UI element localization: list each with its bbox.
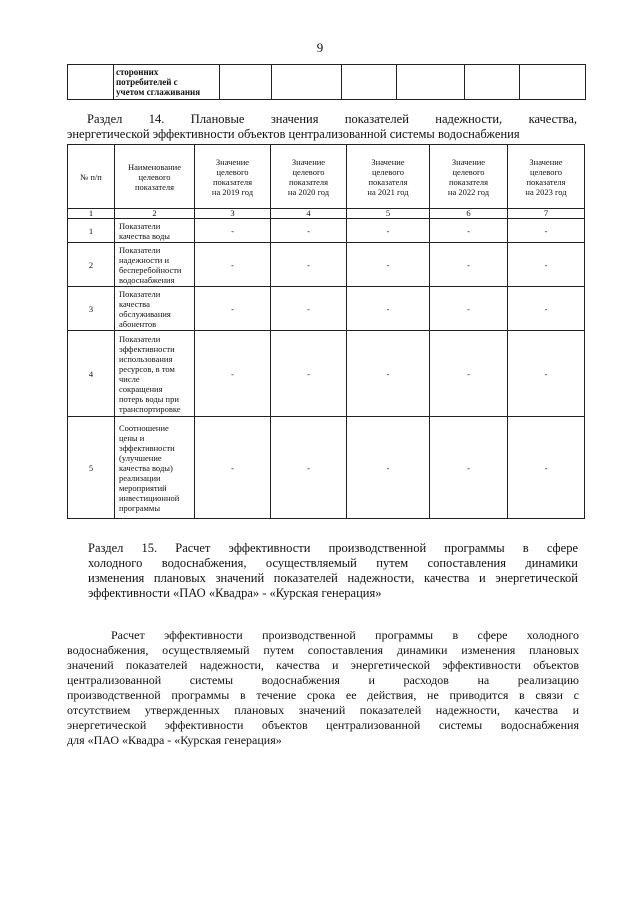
heading-line: эффективности «ПАО «Квадра» - «Курская генерация» [88,586,382,600]
paragraph-line: производственной программы в течение срока ее действия, не приводится в связи с [67,688,579,702]
heading-line: Раздел 15. Расчет эффективности производственной программы в сфере [88,541,578,555]
header-line: целевого [138,171,171,182]
continuation-table [67,64,586,100]
column-number: 3 [195,209,271,219]
value-cell: - [195,219,271,243]
row-number: 5 [68,417,115,519]
table-cell [465,65,520,100]
name-line: надежности и [119,254,170,265]
table-row [68,219,585,243]
table-cell [397,65,465,100]
header-line: Значение [451,156,486,167]
name-line: Показатели [119,244,161,255]
value-cell: - [347,331,430,417]
header-cell-2020 [271,145,347,209]
row-number: 3 [68,287,115,331]
header-line: на 2021 год [367,186,409,197]
value-cell: - [508,287,585,331]
column-numbers-row [68,209,585,219]
indicator-name [115,331,195,417]
indicator-name [115,219,195,243]
table-cell [68,65,114,100]
value-cell: - [271,331,347,417]
column-number: 2 [115,209,195,219]
header-line: показателя [526,176,566,187]
header-line: на 2019 год [211,186,254,197]
table-cell [114,65,220,100]
value-cell: - [195,243,271,287]
name-line: потерь воды при [119,393,179,404]
name-line: обслуживания [119,308,171,319]
heading-line: изменения плановых значений показателей надежности, качества и энергетической [88,571,578,585]
name-line: мероприятий [119,482,167,493]
name-line: Показатели [119,333,161,344]
heading-word: Раздел [87,112,123,126]
table-row [68,243,585,287]
header-line: на 2023 год [525,186,567,197]
name-line: эффективности [119,442,175,453]
column-number: 1 [68,209,115,219]
value-cell: - [430,219,508,243]
name-line: Соотношение [119,422,169,433]
header-cell-name [115,145,195,209]
name-line: программы [119,502,161,513]
table-cell [520,65,586,100]
row-number: 2 [68,243,115,287]
heading-word: значения [270,112,319,126]
header-line: целевого [292,166,325,177]
name-line: инвестиционной [119,492,180,503]
value-cell: - [195,287,271,331]
name-line: реализации [119,472,161,483]
cell-line: учетом сглаживания [116,87,201,97]
paragraph-line: для «ПАО «Квадра - «Курская генерация» [67,733,282,747]
body-paragraph [67,628,579,748]
paragraph-line: отсутствием утвержденных плановых значений показателей надежности, качества и [67,703,579,717]
header-cell-num [68,145,115,209]
value-cell: - [508,331,585,417]
header-line: на 2020 год [287,186,330,197]
indicator-name [115,287,195,331]
header-line: показателя [288,176,329,187]
header-line: № п/п [80,171,102,182]
name-line: Показатели [119,288,161,299]
column-number: 7 [508,209,585,219]
paragraph-line: значений показателей надежности, качества и энергетической эффективности объектов [67,658,579,672]
value-cell: - [430,243,508,287]
value-cell: - [347,219,430,243]
header-cell-2021 [347,145,430,209]
header-line: Значение [215,156,250,167]
name-line: эффективности [119,343,175,354]
header-line: целевого [216,166,249,177]
value-cell: - [195,331,271,417]
value-cell: - [347,287,430,331]
name-line: числе [119,373,140,384]
header-line: показателя [448,176,489,187]
name-line: качества воды [119,230,170,241]
table-cell [220,65,272,100]
section14-heading-line2: энергетической эффективности объектов централизованной системы водоснабжения [67,127,520,141]
heading-word: качества, [528,112,578,126]
header-line: показателя [134,181,175,192]
header-cell-2023 [508,145,585,209]
value-cell: - [271,243,347,287]
indicator-name [115,417,195,519]
header-line: на 2022 год [447,186,490,197]
header-cell-2019 [195,145,271,209]
value-cell: - [430,331,508,417]
name-line: (улучшение [119,452,162,463]
table-header-row [68,145,585,209]
name-line: Показатели [119,220,161,231]
value-cell: - [195,417,271,519]
table-cell [272,65,342,100]
header-line: показателя [212,176,253,187]
header-line: Значение [371,156,405,167]
paragraph-line: централизованной системы водоснабжения и расходов на реализацию [67,673,579,687]
value-cell: - [430,417,508,519]
target-indicators-table [67,144,585,519]
page-number: 9 [316,40,324,55]
name-line: цены и [119,432,145,443]
heading-line: холодного водоснабжения, осуществляемый путем сопоставления динамики [88,556,578,570]
header-line: Наименование [128,161,181,172]
table-row [68,287,585,331]
row-number: 4 [68,331,115,417]
value-cell: - [271,287,347,331]
cell-line: сторонних [116,67,159,77]
column-number: 5 [347,209,430,219]
name-line: использования [119,353,173,364]
header-line: Значение [291,156,326,167]
header-line: целевого [452,166,485,177]
paragraph-line: Расчет эффективности производственной программы в сфере холодного [111,628,579,642]
value-cell: - [508,243,585,287]
header-cell-2022 [430,145,508,209]
header-line: показателя [368,176,408,187]
header-line: Значение [529,156,563,167]
name-line: качества воды) [119,462,173,473]
name-line: абонентов [119,318,157,329]
value-cell: - [347,417,430,519]
value-cell: - [271,417,347,519]
paragraph-line: водоснабжения, осуществляемый путем сопоставления динамики изменения плановых [67,643,579,657]
heading-word: Плановые [190,112,245,126]
column-number: 6 [430,209,508,219]
name-line: качества [119,298,150,309]
section15-heading [88,541,578,601]
value-cell: - [430,287,508,331]
table-row [68,417,585,519]
heading-word: надежности, [435,112,503,126]
table-cell [342,65,397,100]
table-row [68,331,585,417]
name-line: транспортировке [119,403,181,414]
heading-word: 14. [148,112,165,126]
value-cell: - [271,219,347,243]
column-number: 4 [271,209,347,219]
cell-line: потребителей с [116,77,178,87]
value-cell: - [508,417,585,519]
value-cell: - [347,243,430,287]
name-line: бесперебойности [119,264,182,275]
section14-heading-line1 [87,112,577,127]
name-line: сокращения [119,383,163,394]
name-line: ресурсов, в том [119,363,175,374]
header-line: целевого [529,166,563,177]
table-row [68,65,586,100]
row-number: 1 [68,219,115,243]
paragraph-line: энергетической эффективности объектов централизованной системы водоснабжения [67,718,579,732]
name-line: водоснабжения [119,274,175,285]
value-cell: - [508,219,585,243]
header-line: целевого [371,166,405,177]
indicator-name [115,243,195,287]
heading-word: показателей [344,112,409,126]
